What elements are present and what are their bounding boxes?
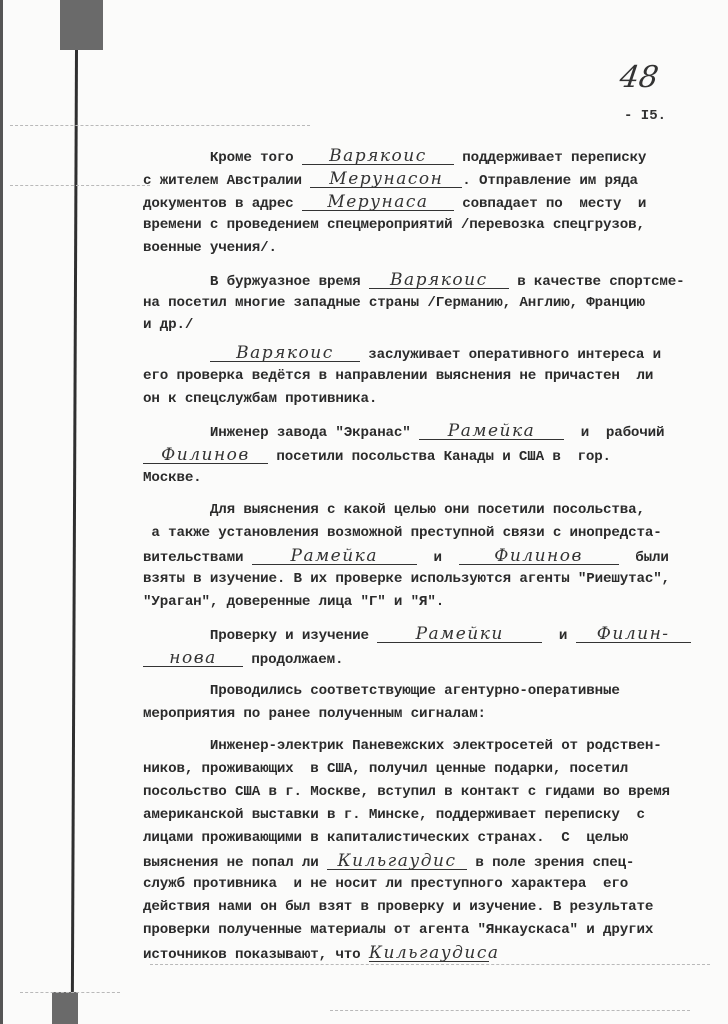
typed-text: и др./ [143,317,194,333]
typed-text: его проверка ведётся в направлении выяснения не причастен ли [143,368,654,384]
handwritten-name-field: нова [143,650,243,667]
typed-text [143,347,210,363]
binding-tab-top [60,0,103,50]
paragraph-line [143,943,500,963]
typed-text: выяснения не попал ли [143,855,328,871]
paragraph-line [143,853,634,871]
fold-line [10,125,310,127]
typed-text: действия нами он был взят в проверку и изучение. В результате [143,899,654,915]
paragraph-line [143,548,669,566]
paragraph-line [143,525,662,541]
typed-text: В буржуазное время [143,274,369,290]
typed-text: поддерживает переписку [453,150,647,166]
paragraph-line [143,594,444,610]
typed-text: Инженер-электрик Паневежских электросетей от родствен- [143,738,662,754]
handwritten-name-field: Мерунасон [310,171,462,188]
paragraph-line [143,423,664,441]
paragraph-line [143,571,670,587]
typed-text: были [618,550,669,566]
paragraph-line [143,738,662,754]
paragraph-line [143,683,620,699]
handwritten-name-field: Филинов [459,548,619,565]
paragraph-line [143,807,645,823]
paragraph-line [143,194,646,212]
handwritten-name-field: Филинов [143,447,268,464]
archive-page-number: 48 [617,60,661,95]
typed-text: Москве. [143,470,202,486]
paragraph-line [143,240,277,256]
typed-text: в поле зрения спец- [467,855,635,871]
typed-text: вительствами [143,550,252,566]
handwritten-name-field: Филин- [576,626,691,643]
typed-text: времени с проведением спецмероприятий /перевозка спецгрузов, [143,217,645,233]
fold-line [20,992,120,994]
handwritten-name-field: Рамейка [419,423,564,440]
typed-text: документов в адрес [143,196,302,212]
paragraph-line [143,706,486,722]
typed-text: на посетил многие западные страны /Германию, Англию, Францию [143,295,645,311]
typed-text: и рабочий [564,425,665,441]
fold-line [330,1010,690,1012]
paragraph-line [143,830,628,846]
paragraph-line [143,784,670,800]
typed-text: Проверку и изучение [143,628,378,644]
typed-text: посольство США в г. Москве, вступил в контакт с гидами во время [143,784,670,800]
paragraph-line [143,272,684,290]
typed-text: ников, проживающих в США, получил ценные подарки, посетил [143,761,629,777]
paragraph-line [143,470,202,486]
typed-text: . Отправление им ряда [462,173,638,189]
typed-text: взяты в изучение. В их проверке используются агенты "Риешутас", [143,571,670,587]
handwritten-name-field: Рамейки [377,626,542,643]
typed-text: Для выяснения с какой целью они посетили посольства, [143,502,645,518]
handwritten-name-field: Варякоис [210,345,360,362]
typed-text: продолжаем. [243,652,344,668]
typed-text: и [542,628,576,644]
paragraph-line [143,368,653,384]
handwritten-name-field: Кильгаудис [327,853,467,870]
fold-line [10,185,150,187]
paragraph-line [143,317,193,333]
paragraph-line [143,391,377,407]
binding-thread [71,50,78,995]
paragraph-line [143,650,343,668]
handwritten-name-field: Мерунаса [302,194,454,211]
paragraph-line [143,761,628,777]
typed-text: и [416,550,459,566]
paragraph-line [143,899,653,915]
typed-text: совпадает по месту и [453,196,647,212]
typed-text: лицами проживающими в капиталистических странах. С целью [143,830,629,846]
paragraph-line [143,217,645,233]
paragraph-line [143,345,661,363]
paragraph-line [143,295,645,311]
typed-text: мероприятия по ранее полученным сигналам: [143,706,486,722]
typed-text: в качестве спортсме- [508,274,685,290]
paragraph-line [143,447,611,465]
typed-text: "Ураган", доверенные лица "Г" и "Я". [143,594,445,610]
typed-text: он к спецслужбам противника. [143,391,378,407]
typed-text: а также установления возможной преступной связи с инопредста- [143,525,662,541]
typed-text: служб противника и не носит ли преступного характера его [143,876,629,892]
typed-text: американской выставки в г. Минске, поддерживает переписку с [143,807,645,823]
typed-text: проверки полученные материалы от агента "Янкаускаса" и других [143,922,654,938]
typed-text: военные учения/. [143,240,277,256]
scan-left-edge [0,0,3,1024]
sheet-number: - I5. [624,108,667,124]
typed-text: Проводились соответствующие агентурно-оперативные [143,683,620,699]
typed-text: посетили посольства Канады и США в гор. [268,449,611,465]
typed-text: источников показывают, что [143,947,369,963]
paragraph-line [143,148,646,166]
handwritten-name-field: Рамейка [252,548,417,565]
typed-text: Инженер завода "Экранас" [143,425,420,441]
typed-text: Кроме того [143,150,302,166]
handwritten-name-field: Варякоис [302,148,454,165]
typed-text: с жителем Австралии [143,173,311,189]
handwritten-name-field: Варякоис [369,272,509,289]
typed-text: заслуживает оперативного интереса и [359,347,662,363]
paragraph-line [143,502,645,518]
handwritten-name-field: Кильгаудиса [368,943,500,963]
paragraph-line [143,876,628,892]
paragraph-line [143,171,638,189]
binding-tab-bottom [52,992,78,1024]
paragraph-line [143,922,653,938]
paragraph-line [143,626,691,644]
fold-line [150,964,710,966]
